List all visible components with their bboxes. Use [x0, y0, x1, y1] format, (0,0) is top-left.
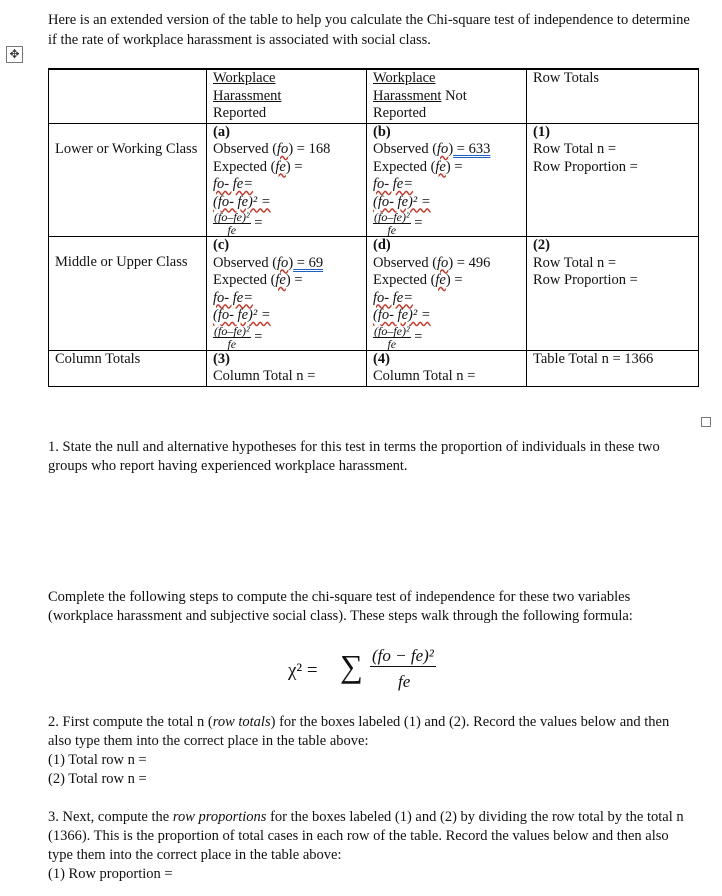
row-proportion-1-line[interactable]: (1) Row proportion =	[48, 866, 173, 882]
row-label-middle: Middle or Upper Class	[49, 237, 207, 351]
cell-d[interactable]: (d) Observed (fo) = 496 Expected (fe) = fo- fe= (fo- fe)² = $\frac{\text{(fo–fe)²}}{fe}$ =	[367, 237, 527, 351]
question-1: 1. State the null and alternative hypotheses for this test in terms the proportion of individuals in these two groups who report having experienced workplace harassment.	[48, 439, 660, 474]
sigma-icon: ∑	[340, 648, 363, 684]
chi-square-formula	[280, 642, 480, 702]
table-header-row	[49, 69, 699, 123]
row-label-lower: Lower or Working Class	[49, 123, 207, 237]
resize-handle-icon[interactable]	[701, 417, 711, 427]
formula-numerator: (fo − fe)²	[372, 646, 434, 665]
empty-header-cell	[49, 69, 207, 123]
formula-lhs: χ² =	[288, 660, 318, 681]
cell-row-total-2[interactable]: (2) Row Total n = Row Proportion =	[527, 237, 699, 351]
header-harassment-reported: Workplace Harassment Reported	[207, 69, 367, 123]
intro-paragraph: Here is an extended version of the table to help you calculate the Chi-square test of independence to determine if the rate of workplace harassment is associated with social class.	[48, 12, 690, 48]
cell-a[interactable]: (a) Observed (fo) = 168 Expected (fe) = fo- fe= (fo- fe)² = $\frac{\text{(fo–fe)²}}{fe}$ =	[207, 123, 367, 237]
steps-intro: Complete the following steps to compute the chi-square test of independence for these two variables (workplace harassment and subjective social class). These steps walk through the following formula:	[48, 589, 633, 624]
move-handle-icon[interactable]: ✥	[6, 46, 23, 63]
row-label-column-totals: Column Totals	[49, 350, 207, 386]
question-3: 3. Next, compute the row proportions for the boxes labeled (1) and (2) by dividing the row total by the total n (1366). This is the proportion of total cases in each row of the table. Record the values below and then also type them into the correct place in the table above: (1) Row proportion =	[48, 808, 688, 884]
cell-c[interactable]: (c) Observed (fo) = 69 Expected (fe) = fo- fe= (fo- fe)² = $\frac{\text{(fo–fe)²}}{fe}$ =	[207, 237, 367, 351]
formula-denominator: fe	[398, 672, 411, 691]
chi-square-table	[48, 68, 699, 387]
total-row-2-line[interactable]: (2) Total row n =	[48, 771, 147, 787]
cell-column-total-4[interactable]: (4) Column Total n =	[367, 350, 527, 386]
total-row-1-line[interactable]: (1) Total row n =	[48, 752, 147, 768]
cell-column-total-3[interactable]: (3) Column Total n =	[207, 350, 367, 386]
header-harassment-not-reported: Workplace Harassment Not Reported	[367, 69, 527, 123]
question-2: 2. First compute the total n (row totals) for the boxes labeled (1) and (2). Record the values below and then also type them into the correct place in the table above: (1) Total row n = (2) Total row n =	[48, 713, 688, 789]
cell-table-total[interactable]: Table Total n = 1366	[527, 350, 699, 386]
table-row-column-totals	[49, 350, 699, 386]
header-row-totals: Row Totals	[527, 69, 699, 123]
cell-row-total-1[interactable]: (1) Row Total n = Row Proportion =	[527, 123, 699, 237]
table-row-lower	[49, 123, 699, 237]
table-row-middle	[49, 237, 699, 351]
cell-b[interactable]: (b) Observed (fo) = 633 Expected (fe) = fo- fe= (fo- fe)² = $\frac{\text{(fo–fe)²}}{fe}$ =	[367, 123, 527, 237]
